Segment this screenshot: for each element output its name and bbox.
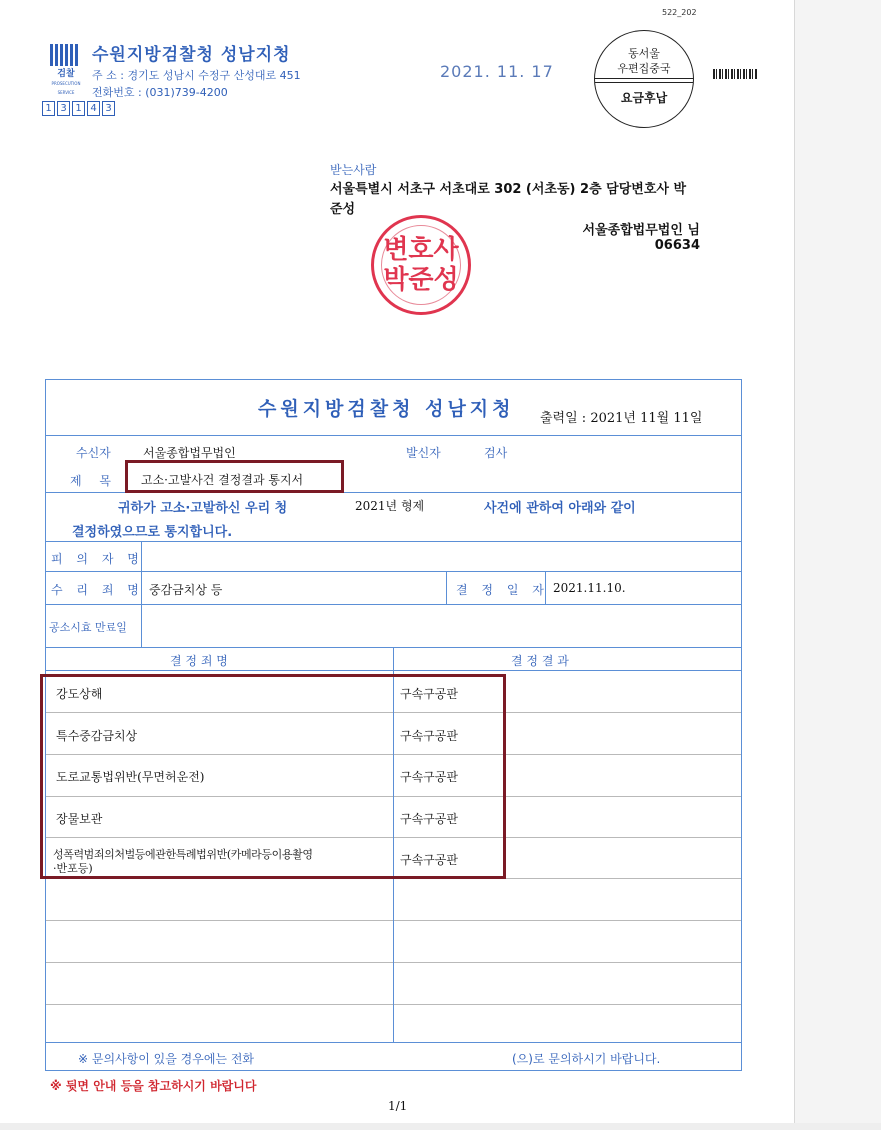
statute-label: 공소시효 만료일 xyxy=(49,621,127,634)
postmark-line1: 동서울 xyxy=(628,47,660,60)
from-value: 검사 xyxy=(484,446,508,460)
charge-value: 중감금치상 등 xyxy=(149,583,223,597)
page-number: 1/1 xyxy=(388,1099,408,1113)
prosecution-logo-icon xyxy=(50,44,80,66)
table-row-result: 구속구공판 xyxy=(400,687,458,701)
table-row-result: 구속구공판 xyxy=(400,770,458,784)
decision-date-label: 결 정 일 자 xyxy=(456,583,549,597)
document-number: 522_202 xyxy=(662,8,697,17)
notice-case-number: 2021년 형제 xyxy=(355,499,425,513)
notice-text-line2: 결정하였으므로 통지합니다. xyxy=(72,525,233,540)
recipient-zip: 06634 xyxy=(654,238,700,253)
to-value: 서울종합법무법인 xyxy=(143,446,236,460)
form-title: 수원지방검찰청 성남지청 xyxy=(258,398,515,420)
charge-label: 수 리 죄 명 xyxy=(51,583,144,597)
sender-org-name: 수원지방검찰청 성남지청 xyxy=(92,45,291,65)
col-header-result: 결 정 결 과 xyxy=(511,654,569,668)
table-row-result: 구속구공판 xyxy=(400,729,458,743)
subject-label: 제 목 xyxy=(70,474,118,488)
table-row-result: 구속구공판 xyxy=(400,853,458,867)
col-header-crime: 결 정 죄 명 xyxy=(170,654,228,668)
decision-date-value: 2021.11.10. xyxy=(553,581,626,595)
postal-digit: 3 xyxy=(57,101,70,116)
table-row-crime: 장물보관 xyxy=(56,812,103,826)
footer-inquiry-left: ※ 문의사항이 있을 경우에는 전화 xyxy=(78,1052,255,1066)
table-row-crime: 강도상해 xyxy=(56,687,103,701)
from-label: 발신자 xyxy=(406,446,441,460)
sent-date-stamp: 2021. 11. 17 xyxy=(440,62,554,81)
red-seal-stamp: 변호사 박준성 xyxy=(371,215,471,315)
page-edge xyxy=(794,0,881,1130)
sender-phone: 전화번호 : (031)739-4200 xyxy=(92,86,228,99)
postal-digit: 1 xyxy=(42,101,55,116)
table-row-crime-continued: ·반포등) xyxy=(53,862,93,875)
notice-text-part1: 귀하가 고소·고발하신 우리 청 xyxy=(118,501,288,516)
barcode xyxy=(713,69,757,79)
recipient-firm: 서울종합법무법인 님 xyxy=(582,223,700,238)
table-row-result: 구속구공판 xyxy=(400,812,458,826)
postmark-stamp xyxy=(594,30,694,128)
table-row-crime: 특수중감금치상 xyxy=(56,729,138,743)
postal-digit: 1 xyxy=(72,101,85,116)
subject-highlight-box xyxy=(125,460,344,493)
footer-back-notice: ※ 뒷면 안내 등을 참고하시기 바랍니다 xyxy=(50,1079,257,1093)
postmark-line2: 우편집중국 xyxy=(617,62,671,75)
to-label: 수신자 xyxy=(76,446,111,460)
decision-highlight-box xyxy=(40,674,506,879)
postmark-line3: 요금후납 xyxy=(620,91,668,105)
postal-digit: 3 xyxy=(102,101,115,116)
subject-value: 고소·고발사건 결정결과 통지서 xyxy=(141,473,304,487)
table-row-crime: 도로교통법위반(무면허운전) xyxy=(56,770,205,784)
suspect-label: 피 의 자 명 xyxy=(51,552,144,566)
postal-code-boxes xyxy=(42,101,115,116)
recipient-label: 받는사람 xyxy=(330,163,377,177)
print-date: 출력일 : 2021년 11월 11일 xyxy=(540,411,703,426)
table-row-crime: 성폭력범죄의처벌등에관한특례법위반(카메라등이용촬영 xyxy=(53,848,313,861)
recipient-address: 서울특별시 서초구 서초대로 302 (서초동) 2층 담당변호사 박 준성 xyxy=(330,182,687,217)
footer-inquiry-right: (으)로 문의하시기 바랍니다. xyxy=(512,1052,661,1066)
page-bottom-edge xyxy=(0,1123,881,1130)
postal-digit: 4 xyxy=(87,101,100,116)
notice-text-part2: 사건에 관하여 아래와 같이 xyxy=(484,501,636,516)
sender-address: 주 소 : 경기도 성남시 수정구 산성대로 451 xyxy=(92,69,301,82)
logo-caption: 검찰 PROSECUTION SERVICE xyxy=(51,69,81,95)
